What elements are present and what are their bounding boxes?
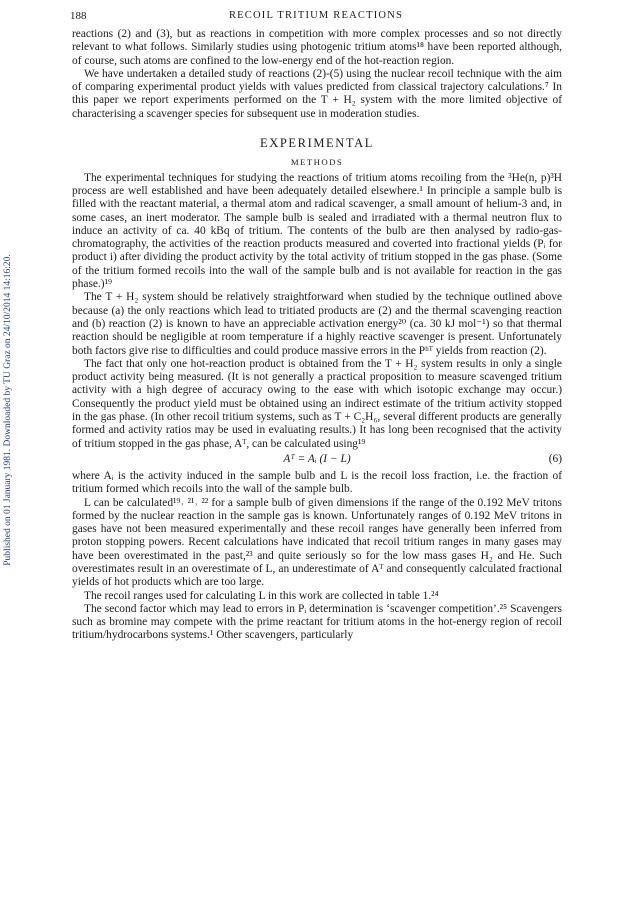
paragraph-scavenger-competition: The second factor which may lead to errors in Pᵢ determination is ‘scavenger competition’.²⁵ Scavengers such as bromine may compete with the prime reactant for tritium atoms in the hot-energy region of recoil tritium/hydrocarbons systems.¹ Other scavengers, particularly <box>72 602 562 642</box>
article-body <box>72 28 562 643</box>
paragraph-single-product: The fact that only one hot-reaction product is obtained from the T + H₂ system results in only a single product activity being measured. (It is not generally a practical proposition to measure scavenged tritium activity with a high degree of accuracy owing to the ease with which isotopic exchange may occur.) Consequently the product yield must be obtained using an indirect estimate of the tritium activity stopped in the gas phase. (In other recoil tritium systems, such as T + C₂H₆, several different products are generally formed and activity ratios may be used in evaluating results.) It has long been recognised that the activity of tritium stopped in the gas phase, Aᵀ, can be calculated using¹⁹ <box>72 357 562 450</box>
page-header <box>70 10 562 24</box>
download-sidebar[interactable] <box>2 220 14 600</box>
paragraph-continuation: reactions (2) and (3), but as reactions in competition with more complex processes and so not directly relevant to what follows. Similarly studies using photogenic tritium atoms¹⁸ have been reported although, of course, such atoms are confined to the low-energy end of the hot-reaction region. <box>72 28 562 67</box>
download-notice-link[interactable]: Published on 01 January 1981. Downloaded by TU Graz on 24/10/2014 14:16:20. <box>3 254 13 566</box>
paragraph-equation-definition: where Aᵢ is the activity induced in the sample bulb and L is the recoil loss fraction, i.e. the fraction of tritium formed which recoils into the wall of the sample bulb. <box>72 469 562 496</box>
subsection-title: METHODS <box>290 157 344 168</box>
section-title: EXPERIMENTAL <box>259 136 375 151</box>
paragraph-t-h2-system: The T + H₂ system should be relatively straightforward when studied by the technique outlined above because (a) the only reactions which lead to tritiated products are (2) and the thermal scavenging reaction and (b) reaction (2) is known to have an appreciable activation energy²⁰ (ca. 30 kJ mol⁻¹) so that thermal reaction should be negligible at room temperature if a highly reactive scavenger is present. Unfortunately both factors give rise to difficulties and could produce massive errors in the Pʰᵀ yields from reaction (2). <box>72 291 562 357</box>
equation-number: (6) <box>548 452 562 465</box>
equation-formula: Aᵀ = Aᵢ (I − L) <box>283 452 351 465</box>
paragraph-recoil-loss: L can be calculated¹⁹˒ ²¹˒ ²² for a sample bulb of given dimensions if the range of the 0.192 MeV tritons formed by the nuclear reaction in the sample gas is known. Unfortunately ranges of 0.192 MeV tritons in gases have not been measured experimentally and these recoil ranges have generally been inferred from proton stopping powers. Recent calculations have indicated that recoil tritium ranges in many gases may have been overestimated in the past,²³ and quite seriously so for the low mass gases H₂ and He. Such overestimates result in an overestimate of L, an underestimate of Aᵀ and consequently calculated fractional yields of hot products which are too large. <box>72 496 562 589</box>
paragraph-recoil-ranges: The recoil ranges used for calculating L in this work are collected in table 1.²⁴ <box>84 589 439 602</box>
running-title: RECOIL TRITIUM REACTIONS <box>228 10 404 21</box>
paragraph-study-aim: We have undertaken a detailed study of reactions (2)-(5) using the nuclear recoil technique with the aim of comparing experimental product yields with values predicted from classical trajectory calculations.⁷ In this paper we report experiments performed on the T + H₂ system with the more limited objective of characterising a scavenger species for subsequent use in moderation studies. <box>72 67 562 120</box>
page-number: 188 <box>70 10 87 22</box>
paragraph-techniques: The experimental techniques for studying the reactions of tritium atoms recoiling from the ³He(n, p)³H process are well established and have been adequately detailed elsewhere.¹ In principle a sample bulb is filled with the reactant material, a thermal atom and radical scavenger, a small amount of helium-3 and, in some cases, an inert moderator. The sample bulb is sealed and irradiated with a thermal neutron flux to induce an activity of ca. 40 kBq of tritium. The contents of the bulb are then analysed by radio-gas-chromatography, the activities of the reaction products measured and coverted into fractional yields (Pᵢ for product i) after dividing the product activity by the total activity of tritium stopped in the gas phase. (Some of the tritium formed recoils into the wall of the sample bulb and is not available for reaction in the gas phase.)¹⁹ <box>72 171 562 291</box>
equation-6 <box>72 453 562 469</box>
